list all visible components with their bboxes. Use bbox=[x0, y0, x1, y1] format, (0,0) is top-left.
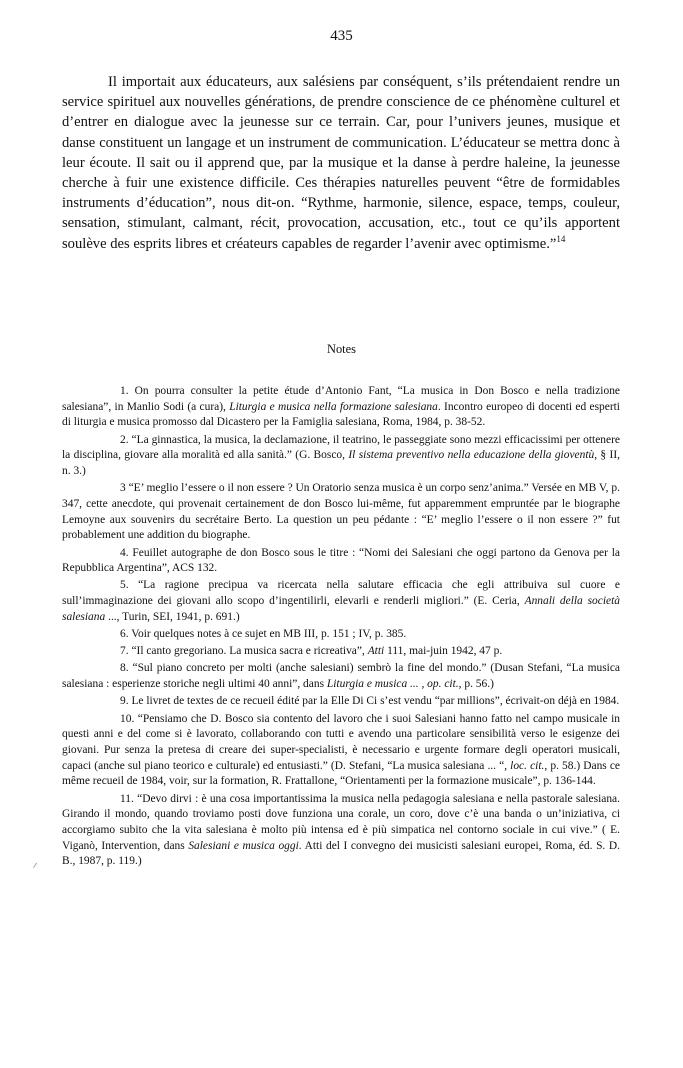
notes-heading: Notes bbox=[327, 342, 356, 356]
note-italic-title: Il sistema preventivo nella educazione della gioventù bbox=[348, 449, 595, 462]
note-text: 2. “La ginnastica, la musica, la declamazione, il teatrino, le passeggiate sono mezzi efficacissimi per ottenere la disciplina, giovare alla moralità ed alla sanità.” (G. Bosco, bbox=[62, 433, 620, 462]
note-text: . Atti del I convegno dei musicisti salesiani europei, Roma, éd. S. D. B., 1987, p. 119.) bbox=[62, 839, 620, 868]
body-paragraph bbox=[62, 72, 620, 254]
scan-artifact-mark bbox=[33, 863, 42, 872]
note-italic-title: Salesiani e musica oggi bbox=[188, 839, 299, 852]
note-item bbox=[62, 578, 620, 625]
note-item bbox=[62, 627, 620, 643]
note-text: , p. 58.) Dans ce même recueil de 1984, voir, sur la formation, R. Frattallone, “Orientamenti per la formazione musicale”, p. 136-144. bbox=[62, 759, 620, 788]
notes-list bbox=[62, 384, 620, 872]
page-number: 435 bbox=[330, 28, 353, 44]
note-item bbox=[62, 694, 620, 710]
note-text: 111, mai-juin 1942, 47 p. bbox=[384, 645, 503, 658]
note-text: 5. “La ragione precipua va ricercata nella salutare efficacia che egli attribuiva sul cuore e sull’immaginazione dei giovani allo scopo d’ingentilirli, elevarli e renderli migliori.” (E. Ceria, bbox=[62, 579, 620, 608]
note-italic-title: loc. cit. bbox=[510, 759, 545, 772]
note-italic-title: Liturgia e musica nella formazione salesiana bbox=[229, 400, 438, 413]
note-item bbox=[62, 481, 620, 544]
note-text: , p. 56.) bbox=[458, 678, 494, 691]
note-item bbox=[62, 661, 620, 692]
note-text: 11. “Devo dirvi : è una cosa importantissima la musica nella pedagogia salesiana e nella pastorale salesiana. Girando il mondo, quando troviamo posti dove funziona una corale, un coro, dove c’è una banda o un’iniziativa, ci accorgiamo subito che la vita salesiana è molto più intensa ed è più simpatica nel contorno sociale in cui vive.” ( E. Viganò, Intervention, dans bbox=[62, 792, 620, 852]
note-text: ..., Turin, SEI, 1941, p. 691.) bbox=[105, 610, 240, 623]
note-text: 9. Le livret de textes de ce recueil édité par la Elle Di Ci s’est vendu “par millions”, écrivait-on déjà en 1984. bbox=[120, 695, 620, 708]
note-text: 10. “Pensiamo che D. Bosco sia contento del lavoro che i suoi Salesiani hanno fatto nel campo musicale in questi anni e del come si è lavorato, collaborando con tutti e avendo una particolare sensibilità verso le esigenze dei giovani. Pur senza la pretesa di creare dei super-specialisti, è necessario e urgente formare degli operatori musicali, capaci (anche sul piano teorico e culturale) ed entusiasti.” (D. Stefani, “La musica salesiana ... “, bbox=[62, 712, 620, 772]
note-italic-title: Atti bbox=[367, 645, 385, 658]
footnote-reference: 14 bbox=[556, 233, 566, 244]
note-text: , § II, n. 3.) bbox=[62, 449, 620, 478]
note-item bbox=[62, 384, 620, 431]
note-item bbox=[62, 644, 620, 660]
note-italic-title: Liturgia e musica ... , op. cit. bbox=[326, 678, 459, 691]
note-text: 6. Voir quelques notes à ce sujet en MB III, p. 151 ; IV, p. 385. bbox=[120, 628, 407, 641]
note-item bbox=[62, 712, 620, 791]
note-text: 1. On pourra consulter la petite étude d’Antonio Fant, “La musica in Don Bosco e nella tradizione salesiana”, in Manlio Sodi (a cura), bbox=[62, 385, 620, 413]
body-paragraph-text: Il importait aux éducateurs, aux salésiens par conséquent, s’ils prétendaient rendre un service spirituel aux nouvelles générations, de prendre conscience de ce phénomène culturel et d’entrer en dialogue avec la jeunesse sur ce terrain. Car, pour l’univers jeunes, musique et danse constituent un langage et un instrument de communication. L’éducateur se mettra donc à leur écoute. Il sait ou il apprend que, par la musique et la danse à perdre haleine, la jeunesse cherche à fuir une existence difficile. Ces thérapies naturelles peuvent “être de formidables instruments d’éducation”, nous dit-on. “Rythme, harmonie, silence, espace, temps, couleur, sensation, stimulant, calmant, récit, provocation, accusation, etc., tout ce qu’ils apportent soulève des esprits libres et créateurs capables de regarder l’avenir avec optimisme.” bbox=[62, 74, 620, 252]
note-text: 4. Feuillet autographe de don Bosco sous le titre : “Nomi dei Salesiani che oggi partono da Genova per la Repubblica Argentina”, ACS 132. bbox=[62, 546, 620, 575]
note-item bbox=[62, 546, 620, 577]
note-item bbox=[62, 433, 620, 480]
note-item bbox=[62, 792, 620, 871]
note-text: 8. “Sul piano concreto per molti (anche salesiani) sembrò la fine del mondo.” (Dusan Stefani, “La musica salesiana : esperienze storiche negli ultimi 40 anni”, dans bbox=[62, 662, 620, 691]
note-text: . Incontro europeo di docenti ed esperti di liturgia e musica promosso dal Dicastero per la Famiglia salesiana, Roma, 1984, p. 38-52. bbox=[62, 400, 620, 429]
note-text: 3 “E’ meglio l’essere o il non essere ? Un Oratorio senza musica è un corpo senz’anima.” Versée en MB V, p. 347, cette anecdote, qui provenait certainement de don Bosco lui-même, fut apparemment empruntée par le biographe Lemoyne aux souvenirs du secrétaire Berto. La question un peu pédante : “E’ meglio l’essere o il non essere ?” fut probablement une addition du biographe. bbox=[62, 482, 620, 542]
note-text: 7. “Il canto gregoriano. La musica sacra e ricreativa”, bbox=[120, 645, 368, 658]
note-italic-title: Annali della società salesiana bbox=[62, 595, 620, 623]
